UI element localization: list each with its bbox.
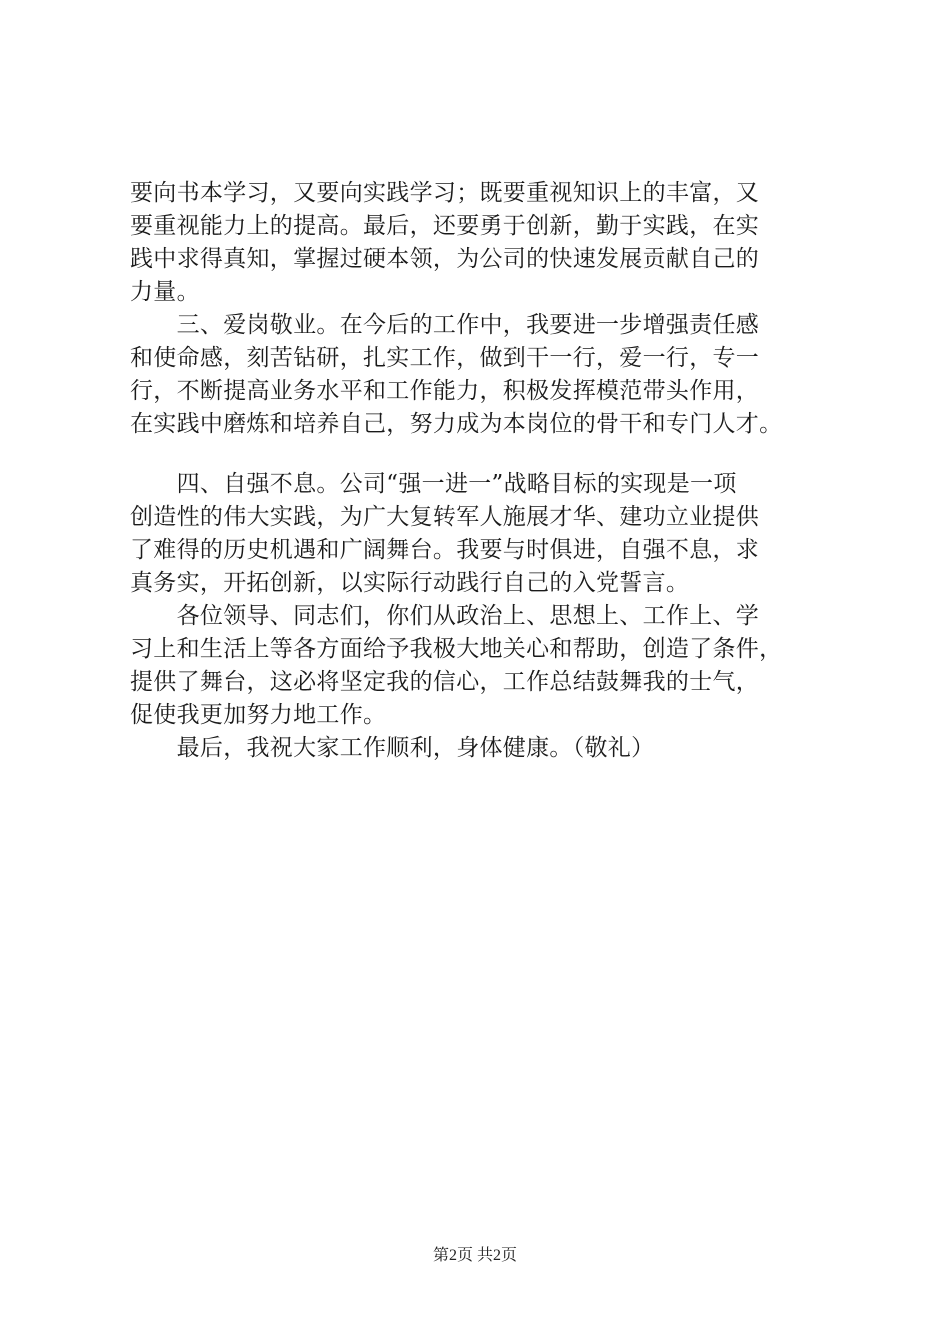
text-line: 行，不断提高业务水平和工作能力，积极发挥模范带头作用， [130,378,760,404]
text-line: 要重视能力上的提高。最后，还要勇于创新，勤于实践，在实 [130,213,760,239]
text-line: 践中求得真知，掌握过硬本领，为公司的快速发展贡献自己的 [130,246,760,272]
text-line: 力量。 [130,279,200,305]
text-line: 三、爱岗敬业。在今后的工作中，我要进一步增强责任感 [130,312,760,338]
document-body [130,177,850,765]
page-number-footer: 第2页 共2页 [432,1247,517,1264]
paragraph-section-three [130,309,850,441]
text-line: 习上和生活上等各方面给予我极大地关心和帮助，创造了条件， [130,636,783,662]
paragraph-closing [130,732,850,765]
text-line: 在实践中磨炼和培养自己，努力成为本岗位的骨干和专门人才。 [130,411,783,437]
paragraph-continuation [130,177,850,309]
text-line: 了难得的历史机遇和广阔舞台。我要与时俱进，自强不息，求 [130,537,760,563]
text-line: 要向书本学习，又要向实践学习；既要重视知识上的丰富，又 [130,180,760,206]
text-line: 促使我更加努力地工作。 [130,702,387,728]
text-line: 各位领导、同志们，你们从政治上、思想上、工作上、学 [130,603,760,629]
paragraph-spacer [130,441,850,468]
text-line: 四、自强不息。公司“强一进一”战略目标的实现是一项 [130,471,737,497]
text-line: 创造性的伟大实践，为广大复转军人施展才华、建功立业提供 [130,504,760,530]
text-line: 真务实，开拓创新，以实际行动践行自己的入党誓言。 [130,570,690,596]
text-line: 和使命感，刻苦钻研，扎实工作，做到干一行，爱一行，专一 [130,345,760,371]
paragraph-thanks [130,600,850,732]
paragraph-section-four [130,468,850,600]
text-line: 最后，我祝大家工作顺利，身体健康。（敬礼） [130,735,655,761]
text-line: 提供了舞台，这必将坚定我的信心，工作总结鼓舞我的士气， [130,669,760,695]
